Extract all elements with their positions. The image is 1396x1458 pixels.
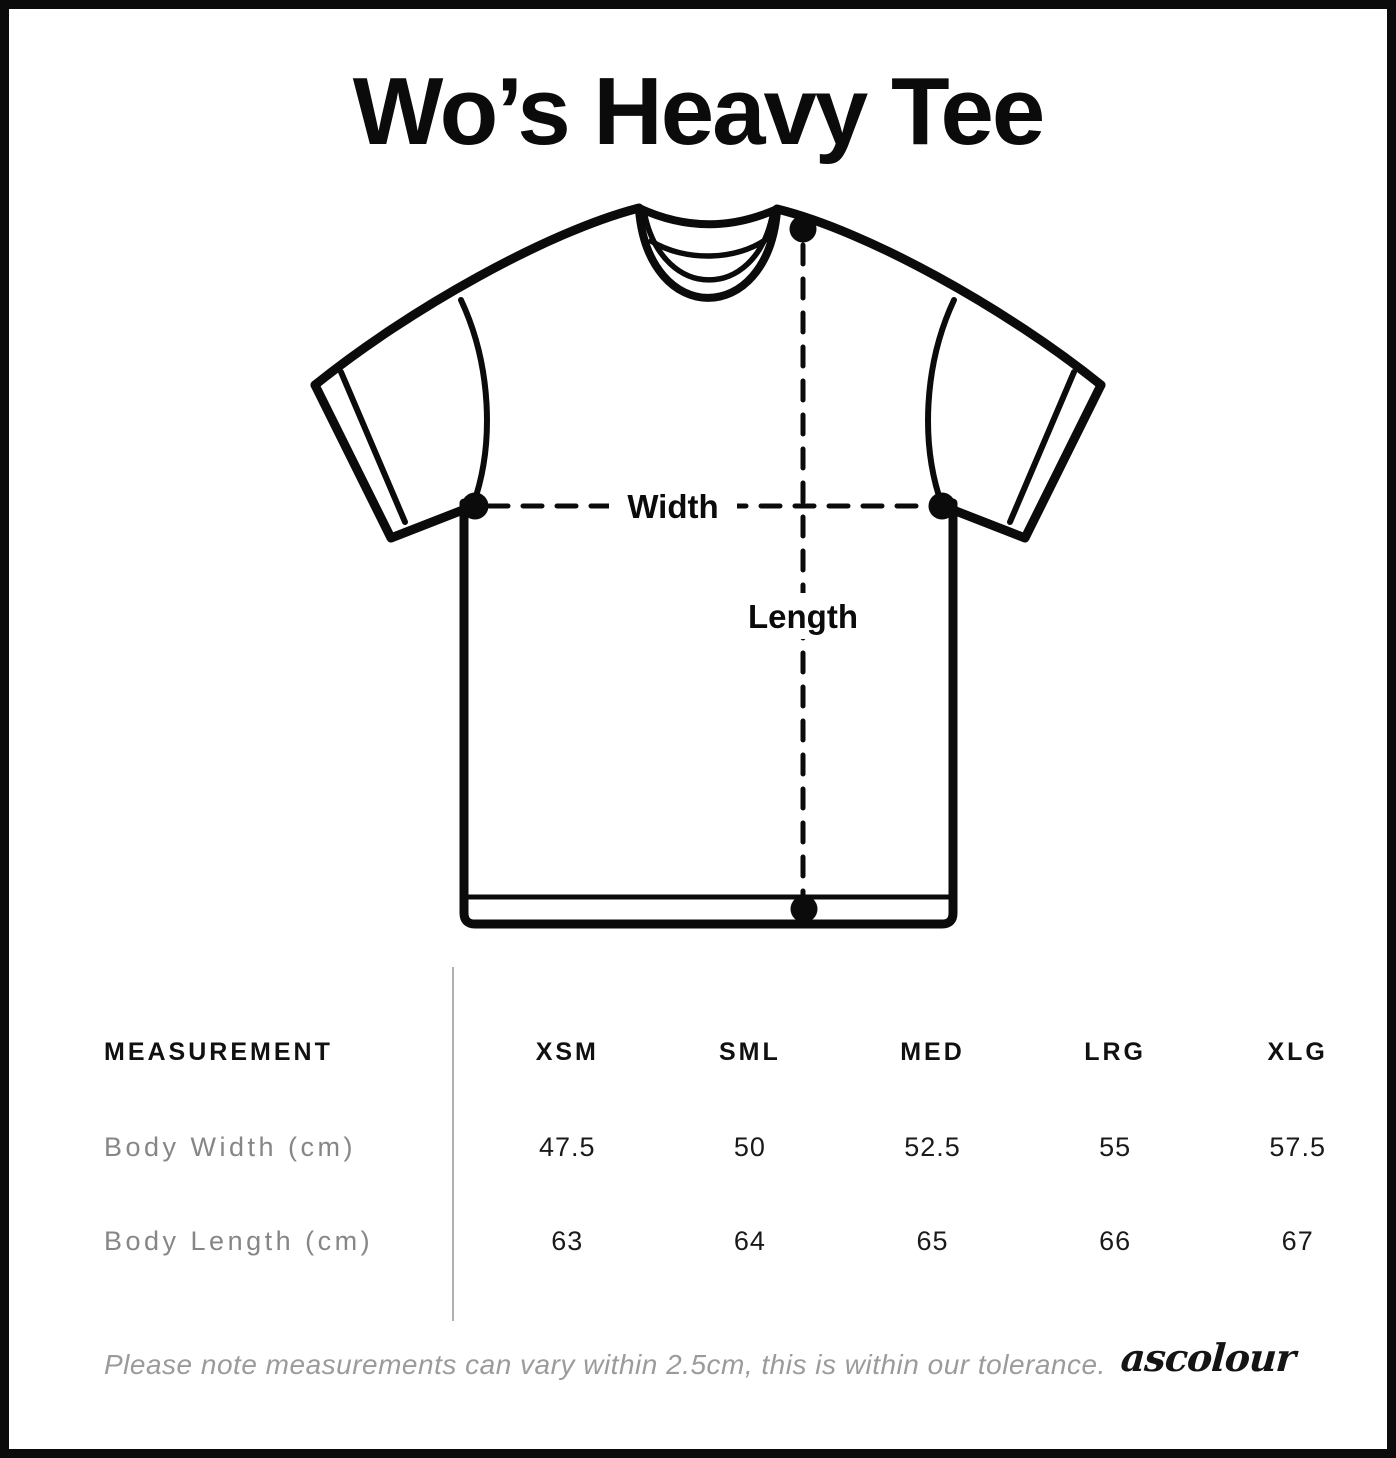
- body-width-lrg-value: 55: [1099, 1131, 1132, 1162]
- right-sleeve-edge: [943, 385, 1101, 538]
- right-armpit-measure-dot: [929, 493, 956, 520]
- body-width-med-value: 52.5: [904, 1131, 961, 1162]
- body-length-med-value: 65: [916, 1225, 949, 1256]
- right-armhole-seam: [928, 300, 954, 505]
- ascolour-logo: ascolour: [1119, 1335, 1297, 1380]
- hem-measure-dot: [791, 896, 818, 923]
- left-sleeve-edge: [315, 385, 473, 538]
- collar-top-curve: [639, 208, 777, 224]
- column-header-lrg: LRG: [1084, 1037, 1146, 1066]
- column-header-measurement: MEASUREMENT: [104, 1037, 333, 1066]
- table-row-body-length: [104, 1222, 1389, 1260]
- left-armhole-seam: [461, 300, 487, 505]
- collar-back-seam: [651, 238, 768, 256]
- row-label-body-width: Body Width (cm): [104, 1131, 357, 1162]
- body-length-xsm-value: 63: [551, 1225, 584, 1256]
- body-length-xlg-value: 67: [1281, 1225, 1314, 1256]
- left-armpit-measure-dot: [462, 493, 489, 520]
- body-length-lrg-value: 66: [1099, 1225, 1132, 1256]
- column-header-med: MED: [900, 1037, 965, 1066]
- left-shoulder-line: [315, 208, 639, 385]
- body-width-xlg-value: 57.5: [1269, 1131, 1326, 1162]
- page-title: Wo’s Heavy Tee: [352, 58, 1044, 165]
- neck-measure-dot: [790, 216, 817, 243]
- row-label-body-length: Body Length (cm): [104, 1225, 374, 1256]
- tolerance-note: Please note measurements can vary within 2.5cm, this is within our tolerance.: [104, 1349, 1106, 1380]
- body-width-xsm-value: 47.5: [539, 1131, 596, 1162]
- body-length-sml-value: 64: [733, 1225, 766, 1256]
- table-row-body-width: [104, 1128, 1389, 1166]
- dimension-lines: [462, 216, 956, 923]
- column-header-xsm: XSM: [535, 1037, 599, 1066]
- column-header-sml: SML: [719, 1037, 781, 1066]
- table-header-row: [104, 1033, 1389, 1071]
- right-shoulder-line: [777, 209, 1101, 385]
- tshirt-outline-icon: [315, 208, 1101, 924]
- body-width-sml-value: 50: [733, 1131, 766, 1162]
- width-dimension-label: Width: [627, 488, 719, 525]
- body-outline: [464, 503, 953, 924]
- column-header-xlg: XLG: [1267, 1037, 1328, 1066]
- length-dimension-label: Length: [748, 598, 858, 635]
